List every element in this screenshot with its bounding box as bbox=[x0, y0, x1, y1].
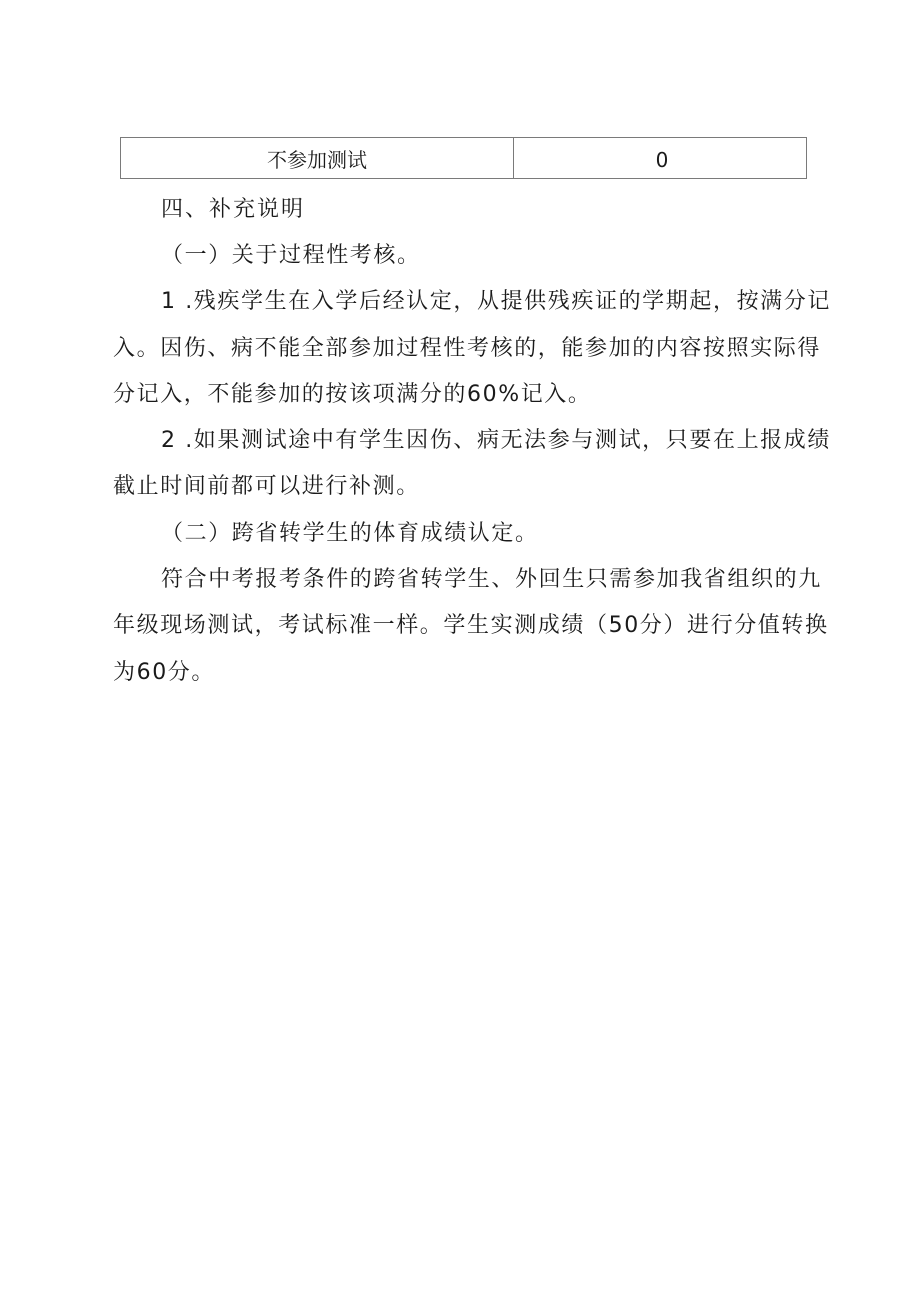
item1-line-3: 分记入，不能参加的按该项满分的60%记入。 bbox=[113, 382, 592, 407]
item1-line-1: 1 .残疾学生在入学后经认定，从提供残疾证的学期起，按满分记 bbox=[161, 289, 831, 314]
item1-line-2: 入。因伤、病不能全部参加过程性考核的，能参加的内容按照实际得 bbox=[113, 336, 822, 361]
section-heading: 四、补充说明 bbox=[161, 197, 306, 222]
item2-line-2: 截止时间前都可以进行补测。 bbox=[113, 474, 420, 499]
subsection-heading-1: （一）关于过程性考核。 bbox=[161, 243, 421, 268]
item2-line-1: 2 .如果测试途中有学生因伤、病无法参与测试，只要在上报成绩 bbox=[161, 428, 831, 453]
paragraph-line-3: 为60分。 bbox=[113, 660, 215, 685]
paragraph-line-1: 符合中考报考条件的跨省转学生、外回生只需参加我省组织的九 bbox=[161, 567, 822, 592]
subsection-heading-2: （二）跨省转学生的体育成绩认定。 bbox=[161, 521, 539, 546]
score-table bbox=[120, 137, 807, 179]
table-row bbox=[121, 138, 807, 179]
paragraph-line-2: 年级现场测试，考试标准一样。学生实测成绩（50分）进行分值转换 bbox=[113, 613, 829, 638]
table-cell-label bbox=[121, 138, 514, 179]
table-cell-score bbox=[514, 138, 807, 179]
cell-label-text: 不参加测试 bbox=[267, 147, 367, 172]
cell-score-text: 0 bbox=[655, 148, 669, 172]
